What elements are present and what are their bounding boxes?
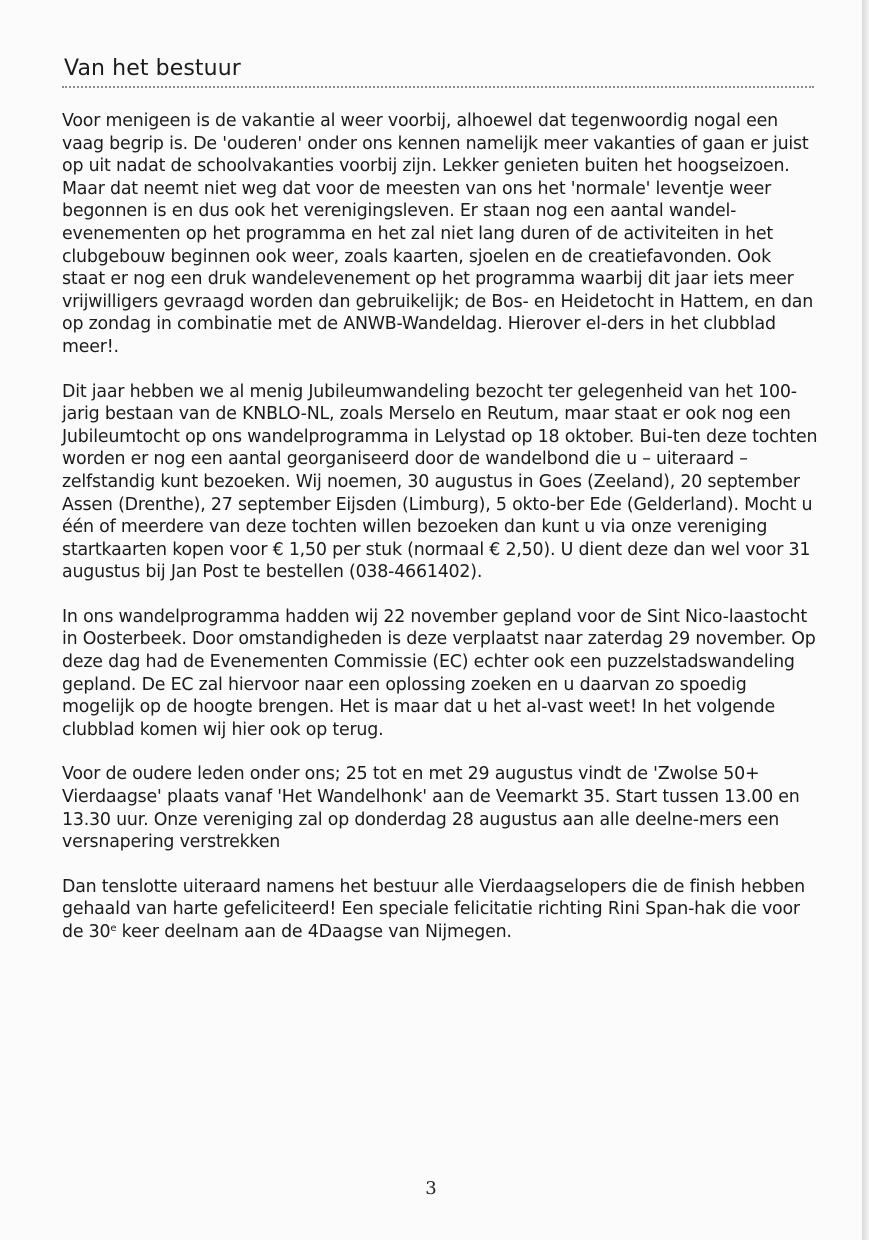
paragraph-sint-nicolaastocht: In ons wandelprogramma hadden wij 22 november gepland voor de Sint Nico-laastocht in Oosterbeek. Door omstandigheden is deze verplaatst naar zaterdag 29 november. Op deze dag had de Evenementen Commissie (EC) echter ook een puzzelstadswandeling gepland. De EC zal hiervoor naar een oplossing zoeken en u daarvan zo spoedig mogelijk op de hoogte brengen. Het is maar dat u het al-vast weet! In het volgende clubblad komen wij hier ook op terug. [62, 606, 816, 740]
paragraph-felicitatie [62, 876, 818, 944]
section-heading: Van het bestuur [64, 56, 241, 81]
paragraph-jubileumwandelingen: Dit jaar hebben we al menig Jubileumwandeling bezocht ter gelegenheid van het 100-jarig bestaan van de KNBLO-NL, zoals Merselo en Reutum, maar staat er ook nog een Jubileumtocht op ons wandelprogramma in Lelystad op 18 oktober. Bui-ten deze tochten worden er nog een aantal georganiseerd door de wandelbond die u – uiteraard – zelfstandig kunt bezoeken. Wij noemen, 30 augustus in Goes (Zeeland), 20 september Assen (Drenthe), 27 september Eijsden (Limburg), 5 okto-ber Ede (Gelderland). Mocht u één of meerdere van deze tochten willen bezoeken dan kunt u via onze vereniging startkaarten kopen voor € 1,50 per stuk (normaal € 2,50). U dient deze dan wel voor 31 augustus bij Jan Post te bestellen (038-4661402). [62, 381, 818, 583]
paragraph-zwolse-vierdaagse: Voor de oudere leden onder ons; 25 tot en met 29 augustus vindt de 'Zwolse 50+ Vierdaagse' plaats vanaf 'Het Wandelhonk' aan de Veemarkt 35. Start tussen 13.00 en 13.30 uur. Onze vereniging zal op donderdag 28 augustus aan alle deelne-mers een versnapering verstrekken [62, 764, 800, 853]
article-body [62, 110, 818, 944]
felicitatie-text: Dan tenslotte uiteraard namens het bestuur alle Vierdaagselopers die de finish hebben gehaald van harte gefeliciteerd! Een speciale felicitatie richting Rini Span-hak die voor de 30 [62, 876, 805, 942]
felicitatie-text-end: keer deelnam aan de 4Daagse van Nijmegen. [116, 922, 512, 942]
paragraph-vakantie: Voor menigeen is de vakantie al weer voorbij, alhoewel dat tegenwoordig nogal een vaag begrip is. De 'ouderen' onder ons kennen namelijk meer vakanties of gaan er juist op uit nadat de schoolvakanties voorbij zijn. Lekker genieten buiten het hoogseizoen. [62, 111, 809, 177]
page-number: 3 [425, 1178, 437, 1199]
paragraph-verenigingsleven: Maar dat neemt niet weg dat voor de meesten van ons het 'normale' leventje weer begonnen is en dus ook het verenigingsleven. Er staan nog een aantal wandel-evenementen op het programma en het zal niet lang duren of de activiteiten in het clubgebouw beginnen ook weer, zoals kaarten, sjoelen en de creatiefavonden. Ook staat er nog een druk wandelevenement op het programma waarbij dit jaar iets meer vrijwilligers gevraagd worden dan gebruikelijk; de Bos- en Heidetocht in Hattem, en dan op zondag in combinatie met de ANWB-Wandeldag. Hierover el-ders in het clubblad meer!. [62, 178, 814, 357]
heading-dotted-rule [62, 86, 814, 88]
page-edge [862, 0, 869, 1240]
ordinal-superscript: e [110, 923, 117, 934]
